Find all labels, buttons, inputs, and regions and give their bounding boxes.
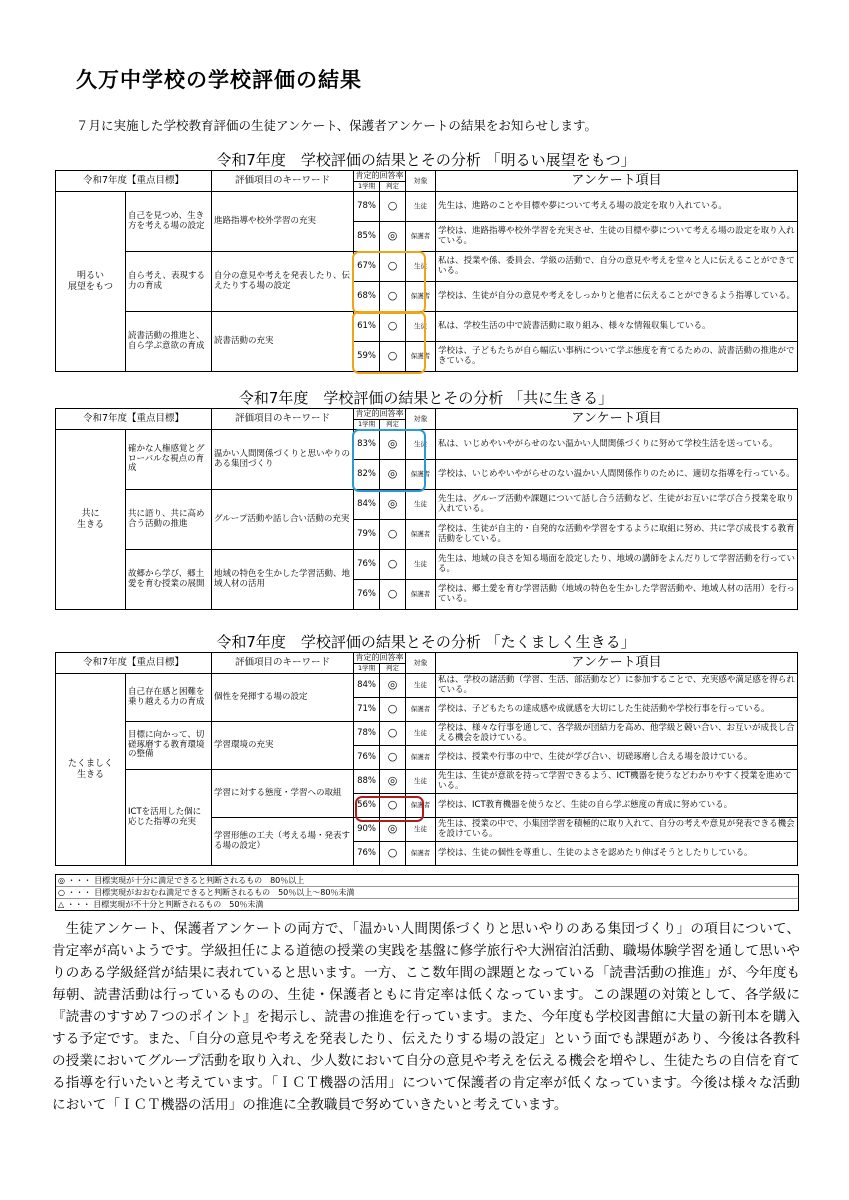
rate-cell: 76%: [354, 550, 380, 580]
rate-cell: 88%: [354, 770, 380, 794]
keyword-cell: 読書活動の充実: [212, 312, 354, 372]
rate-cell: 76%: [354, 746, 380, 770]
section-tomoni: [55, 388, 797, 610]
header-rate-sub: [354, 420, 405, 429]
judge-mark: ○: [380, 698, 406, 722]
goal-label: 共に 生きる: [76, 509, 104, 530]
evaluation-table: [55, 170, 798, 372]
legend: [55, 874, 799, 911]
header-question: アンケート項目: [436, 409, 798, 430]
header-question: アンケート項目: [436, 653, 798, 674]
target-cell: 生徒: [406, 490, 436, 520]
header-rate-label: 肯定的回答率: [355, 653, 404, 662]
target-cell: 保護者: [406, 842, 436, 866]
table-row: [56, 674, 798, 698]
question-cell: 学校は、生徒が自主的・自発的な活動や学習をするように取組に努め、共に学び成長する教育活動をしている。: [436, 520, 798, 550]
target-cell: 生徒: [406, 550, 436, 580]
theme-cell: 自己存在感と困難を乗り越える力の育成: [126, 674, 212, 722]
target-cell: 保護者: [406, 794, 436, 818]
keyword-cell: 地域の特色を生かした学習活動、地域人材の活用: [212, 550, 354, 610]
section-title: 令和7年度 学校評価の結果とその分析 「明るい展望をもつ」: [216, 151, 636, 169]
rate-cell: 76%: [354, 580, 380, 610]
question-cell: 私は、学校生活の中で読書活動に取り組み、様々な情報収集している。: [436, 312, 798, 342]
question-cell: 学校は、子どもたちの達成感や成就感を大切にした生徒活動や学校行事を行っている。: [436, 698, 798, 722]
header-target: 対象: [406, 653, 436, 674]
header-judge: 判定: [379, 420, 405, 429]
evaluation-table: [55, 408, 798, 610]
header-term: 1学期: [357, 182, 376, 190]
judge-mark: ◎: [380, 490, 406, 520]
question-cell: 先生は、授業の中で、小集団学習を積極的に取り入れて、自分の考えや意見が発表できる機会を設けている。: [436, 818, 798, 842]
judge-mark: ○: [380, 550, 406, 580]
judge-mark: ○: [380, 580, 406, 610]
target-cell: 生徒: [406, 430, 436, 460]
header-rate-sub: [354, 664, 405, 673]
target-cell: 生徒: [406, 312, 436, 342]
judge-mark: ○: [380, 312, 406, 342]
rate-cell: 67%: [354, 252, 380, 282]
keyword-cell: 学習に対する態度・学習への取組: [212, 770, 354, 818]
judge-mark: ◎: [380, 430, 406, 460]
target-cell: 生徒: [406, 252, 436, 282]
judge-mark: ○: [380, 342, 406, 372]
target-cell: 生徒: [406, 818, 436, 842]
table-row: [56, 770, 798, 794]
goal-cell: [56, 674, 126, 866]
question-cell: 学校は、郷土愛を育む学習活動（地域の特色を生かした学習活動や、地域人材の活用）を行っている。: [436, 580, 798, 610]
question-cell: 先生は、進路のことや目標や夢について考える場の設定を取り入れている。: [436, 192, 798, 222]
header-keyword: 評価項目のキーワード: [212, 653, 354, 674]
target-cell: 保護者: [406, 698, 436, 722]
keyword-cell: 個性を発揮する場の設定: [212, 674, 354, 722]
table-row: [56, 192, 798, 222]
goal-label: たくましく 生きる: [67, 759, 113, 780]
target-cell: 保護者: [406, 342, 436, 372]
question-cell: 学校は、様々な行事を通して、各学級が団結力を高め、他学級と競い合い、お互いが成長し合える機会を設けている。: [436, 722, 798, 746]
question-cell: 先生は、生徒が意欲を持って学習できるよう、ICT機器を使うなどわかりやすく授業を進めている。: [436, 770, 798, 794]
rate-cell: 78%: [354, 192, 380, 222]
intro-text: ７月に実施した学校教育評価の生徒アンケート、保護者アンケートの結果をお知らせします。: [76, 118, 598, 133]
judge-mark: ○: [380, 746, 406, 770]
table-row: [56, 430, 798, 460]
section-title: 令和7年度 学校評価の結果とその分析 「共に生きる」: [238, 389, 614, 407]
legend-good: ○ ・・・ 目標実現がおおむね満足できると判断されるもの 50％以上～80％未満: [56, 887, 798, 899]
table-header: [56, 171, 798, 192]
question-cell: 学校は、ICT教育機器を使うなど、生徒の自ら学ぶ態度の育成に努めている。: [436, 794, 798, 818]
goal-label: 明るい 展望をもつ: [67, 271, 113, 292]
table-row: [56, 722, 798, 746]
judge-mark: ○: [380, 794, 406, 818]
header-goal: 令和7年度【重点目標】: [56, 653, 212, 674]
theme-cell: 共に語り、共に高め合う活動の推進: [126, 490, 212, 550]
header-keyword: 評価項目のキーワード: [212, 409, 354, 430]
theme-cell: 読書活動の推進と、自ら学ぶ意欲の育成: [126, 312, 212, 372]
judge-mark: ◎: [380, 674, 406, 698]
header-judge: 判定: [379, 182, 405, 191]
theme-cell: 目標に向かって、切磋琢磨する教育環境の整備: [126, 722, 212, 770]
section-takumashiku: [55, 632, 797, 866]
target-cell: 生徒: [406, 674, 436, 698]
target-cell: 保護者: [406, 746, 436, 770]
judge-mark: ○: [380, 282, 406, 312]
rate-cell: 79%: [354, 520, 380, 550]
target-cell: 保護者: [406, 282, 436, 312]
judge-mark: ○: [380, 842, 406, 866]
rate-cell: 61%: [354, 312, 380, 342]
goal-cell: [56, 192, 126, 372]
question-cell: 私は、授業や係、委員会、学級の活動で、自分の意見や考えを堂々と人に伝えることができている。: [436, 252, 798, 282]
question-cell: 学校は、生徒の個性を尊重し、生徒のよさを認めたり伸ばそうとしたりしている。: [436, 842, 798, 866]
judge-mark: ◎: [380, 222, 406, 252]
question-cell: 学校は、いじめやいやがらせのない温かい人間関係作りのために、適切な指導を行っている。: [436, 460, 798, 490]
keyword-cell: 学習形態の工夫（考える場・発表する場の設定）: [212, 818, 354, 866]
header-goal: 令和7年度【重点目標】: [56, 171, 212, 192]
target-cell: 生徒: [406, 722, 436, 746]
question-cell: 私は、学校の諸活動（学習、生活、部活動など）に参加することで、充実感や満足感を得られている。: [436, 674, 798, 698]
rate-cell: 71%: [354, 698, 380, 722]
target-cell: 生徒: [406, 770, 436, 794]
header-question: アンケート項目: [436, 171, 798, 192]
keyword-cell: グループ活動や話し合い活動の充実: [212, 490, 354, 550]
judge-mark: ◎: [380, 770, 406, 794]
header-term: 1学期: [357, 420, 376, 428]
keyword-cell: 学習環境の充実: [212, 722, 354, 770]
theme-cell: 確かな人権感覚とグローバルな視点の育成: [126, 430, 212, 490]
rate-cell: 84%: [354, 490, 380, 520]
question-cell: 先生は、地域の良さを知る場面を設定したり、地域の講師をよんだりして学習活動を行っている。: [436, 550, 798, 580]
rate-cell: 84%: [354, 674, 380, 698]
target-cell: 生徒: [406, 192, 436, 222]
table-row: [56, 490, 798, 520]
target-cell: 保護者: [406, 580, 436, 610]
rate-cell: 83%: [354, 430, 380, 460]
question-cell: 学校は、子どもたちが自ら幅広い事柄について学ぶ態度を育てるための、読書活動の推進ができている。: [436, 342, 798, 372]
question-cell: 学校は、授業や行事の中で、生徒が学び合い、切磋琢磨し合える場を設けている。: [436, 746, 798, 770]
header-target: 対象: [406, 171, 436, 192]
rate-cell: 82%: [354, 460, 380, 490]
summary-text: 生徒アンケート、保護者アンケートの両方で、「温かい人間関係づくりと思いやりのある集団づくり」の項目について、肯定率が高いようです。学級担任による道徳の授業の実践を基盤に修学旅行や大洲宿泊活動、職場体験学習を通して思いやりのある学級経営が結果に表れていると思います。一方、ここ数年間の課題となっている「読書活動の推進」が、今年度も毎朝、読書活動は行っているものの、生徒・保護者ともに肯定率は低くなっています。この課題の対策として、各学級に『読書のすすめ７つのポイント』を掲示し、読書の推進を行っています。また、今年度も学校図書館に大量の新刊本を購入する予定です。また、「自分の意見や考えを発表したり、伝えたりする場の設定」という面でも課題があり、今後は各教科の授業においてグループ活動を取り入れ、少人数において自分の意見や考えを伝える機会を増やし、生徒たちの自信を育てる指導を行いたいと考えています。「ＩＣＴ機器の活用」について保護者の肯定率が低くなっています。今後は様々な活動において「ＩＣＴ機器の活用」の推進に全教職員で努めていきたいと考えています。: [52, 921, 800, 1113]
goal-cell: [56, 430, 126, 610]
table-row: [56, 312, 798, 342]
judge-mark: ○: [380, 722, 406, 746]
rate-cell: 56%: [354, 794, 380, 818]
rate-cell: 78%: [354, 722, 380, 746]
question-cell: 学校は、生徒が自分の意見や考えをしっかりと他者に伝えることができるよう指導している。: [436, 282, 798, 312]
keyword-cell: 温かい人間関係づくりと思いやりのある集団づくり: [212, 430, 354, 490]
judge-mark: ○: [380, 520, 406, 550]
target-cell: 保護者: [406, 520, 436, 550]
judge-mark: ◎: [380, 818, 406, 842]
rate-cell: 85%: [354, 222, 380, 252]
header-term: 1学期: [357, 664, 376, 672]
legend-excellent: ◎ ・・・ 目標実現が十分に満足できると判断されるもの 80％以上: [56, 875, 798, 887]
header-rate: [354, 409, 406, 430]
header-rate-label: 肯定的回答率: [355, 171, 404, 180]
theme-cell: 自己を見つめ、生き方を考える場の設定: [126, 192, 212, 252]
table-row: [56, 550, 798, 580]
header-keyword: 評価項目のキーワード: [212, 171, 354, 192]
judge-mark: ◎: [380, 460, 406, 490]
question-cell: 先生は、グループ活動や課題について話し合う活動など、生徒がお互いに学び合う授業を取り入れている。: [436, 490, 798, 520]
legend-insufficient: △ ・・・ 目標実現が不十分と判断されるもの 50％未満: [58, 900, 264, 909]
theme-cell: ICTを活用した個に応じた指導の充実: [126, 770, 212, 866]
table-row: [56, 252, 798, 282]
evaluation-table: [55, 652, 798, 866]
theme-cell: 自ら考え、表現する力の育成: [126, 252, 212, 312]
question-cell: 私は、いじめやいやがらせのない温かい人間関係づくりに努めて学校生活を送っている。: [436, 430, 798, 460]
section-akarui: [55, 150, 797, 372]
header-goal: 令和7年度【重点目標】: [56, 409, 212, 430]
header-judge: 判定: [379, 664, 405, 673]
header-rate-sub: [354, 182, 405, 191]
rate-cell: 90%: [354, 818, 380, 842]
rate-cell: 59%: [354, 342, 380, 372]
header-target: 対象: [406, 409, 436, 430]
section-title: 令和7年度 学校評価の結果とその分析 「たくましく生きる」: [216, 633, 636, 651]
rate-cell: 76%: [354, 842, 380, 866]
question-cell: 学校は、進路指導や校外学習を充実させ、生徒の目標や夢について考える場の設定を取り入れている。: [436, 222, 798, 252]
keyword-cell: 自分の意見や考えを発表したり、伝えたりする場の設定: [212, 252, 354, 312]
keyword-cell: 進路指導や校外学習の充実: [212, 192, 354, 252]
target-cell: 保護者: [406, 460, 436, 490]
header-rate-label: 肯定的回答率: [355, 409, 404, 418]
theme-cell: 故郷から学び、郷土愛を育む授業の展開: [126, 550, 212, 610]
judge-mark: ○: [380, 252, 406, 282]
judge-mark: ○: [380, 192, 406, 222]
target-cell: 保護者: [406, 222, 436, 252]
table-header: [56, 653, 798, 674]
header-rate: [354, 171, 406, 192]
table-header: [56, 409, 798, 430]
header-rate: [354, 653, 406, 674]
page-title: 久万中学校の学校評価の結果: [76, 67, 362, 92]
rate-cell: 68%: [354, 282, 380, 312]
